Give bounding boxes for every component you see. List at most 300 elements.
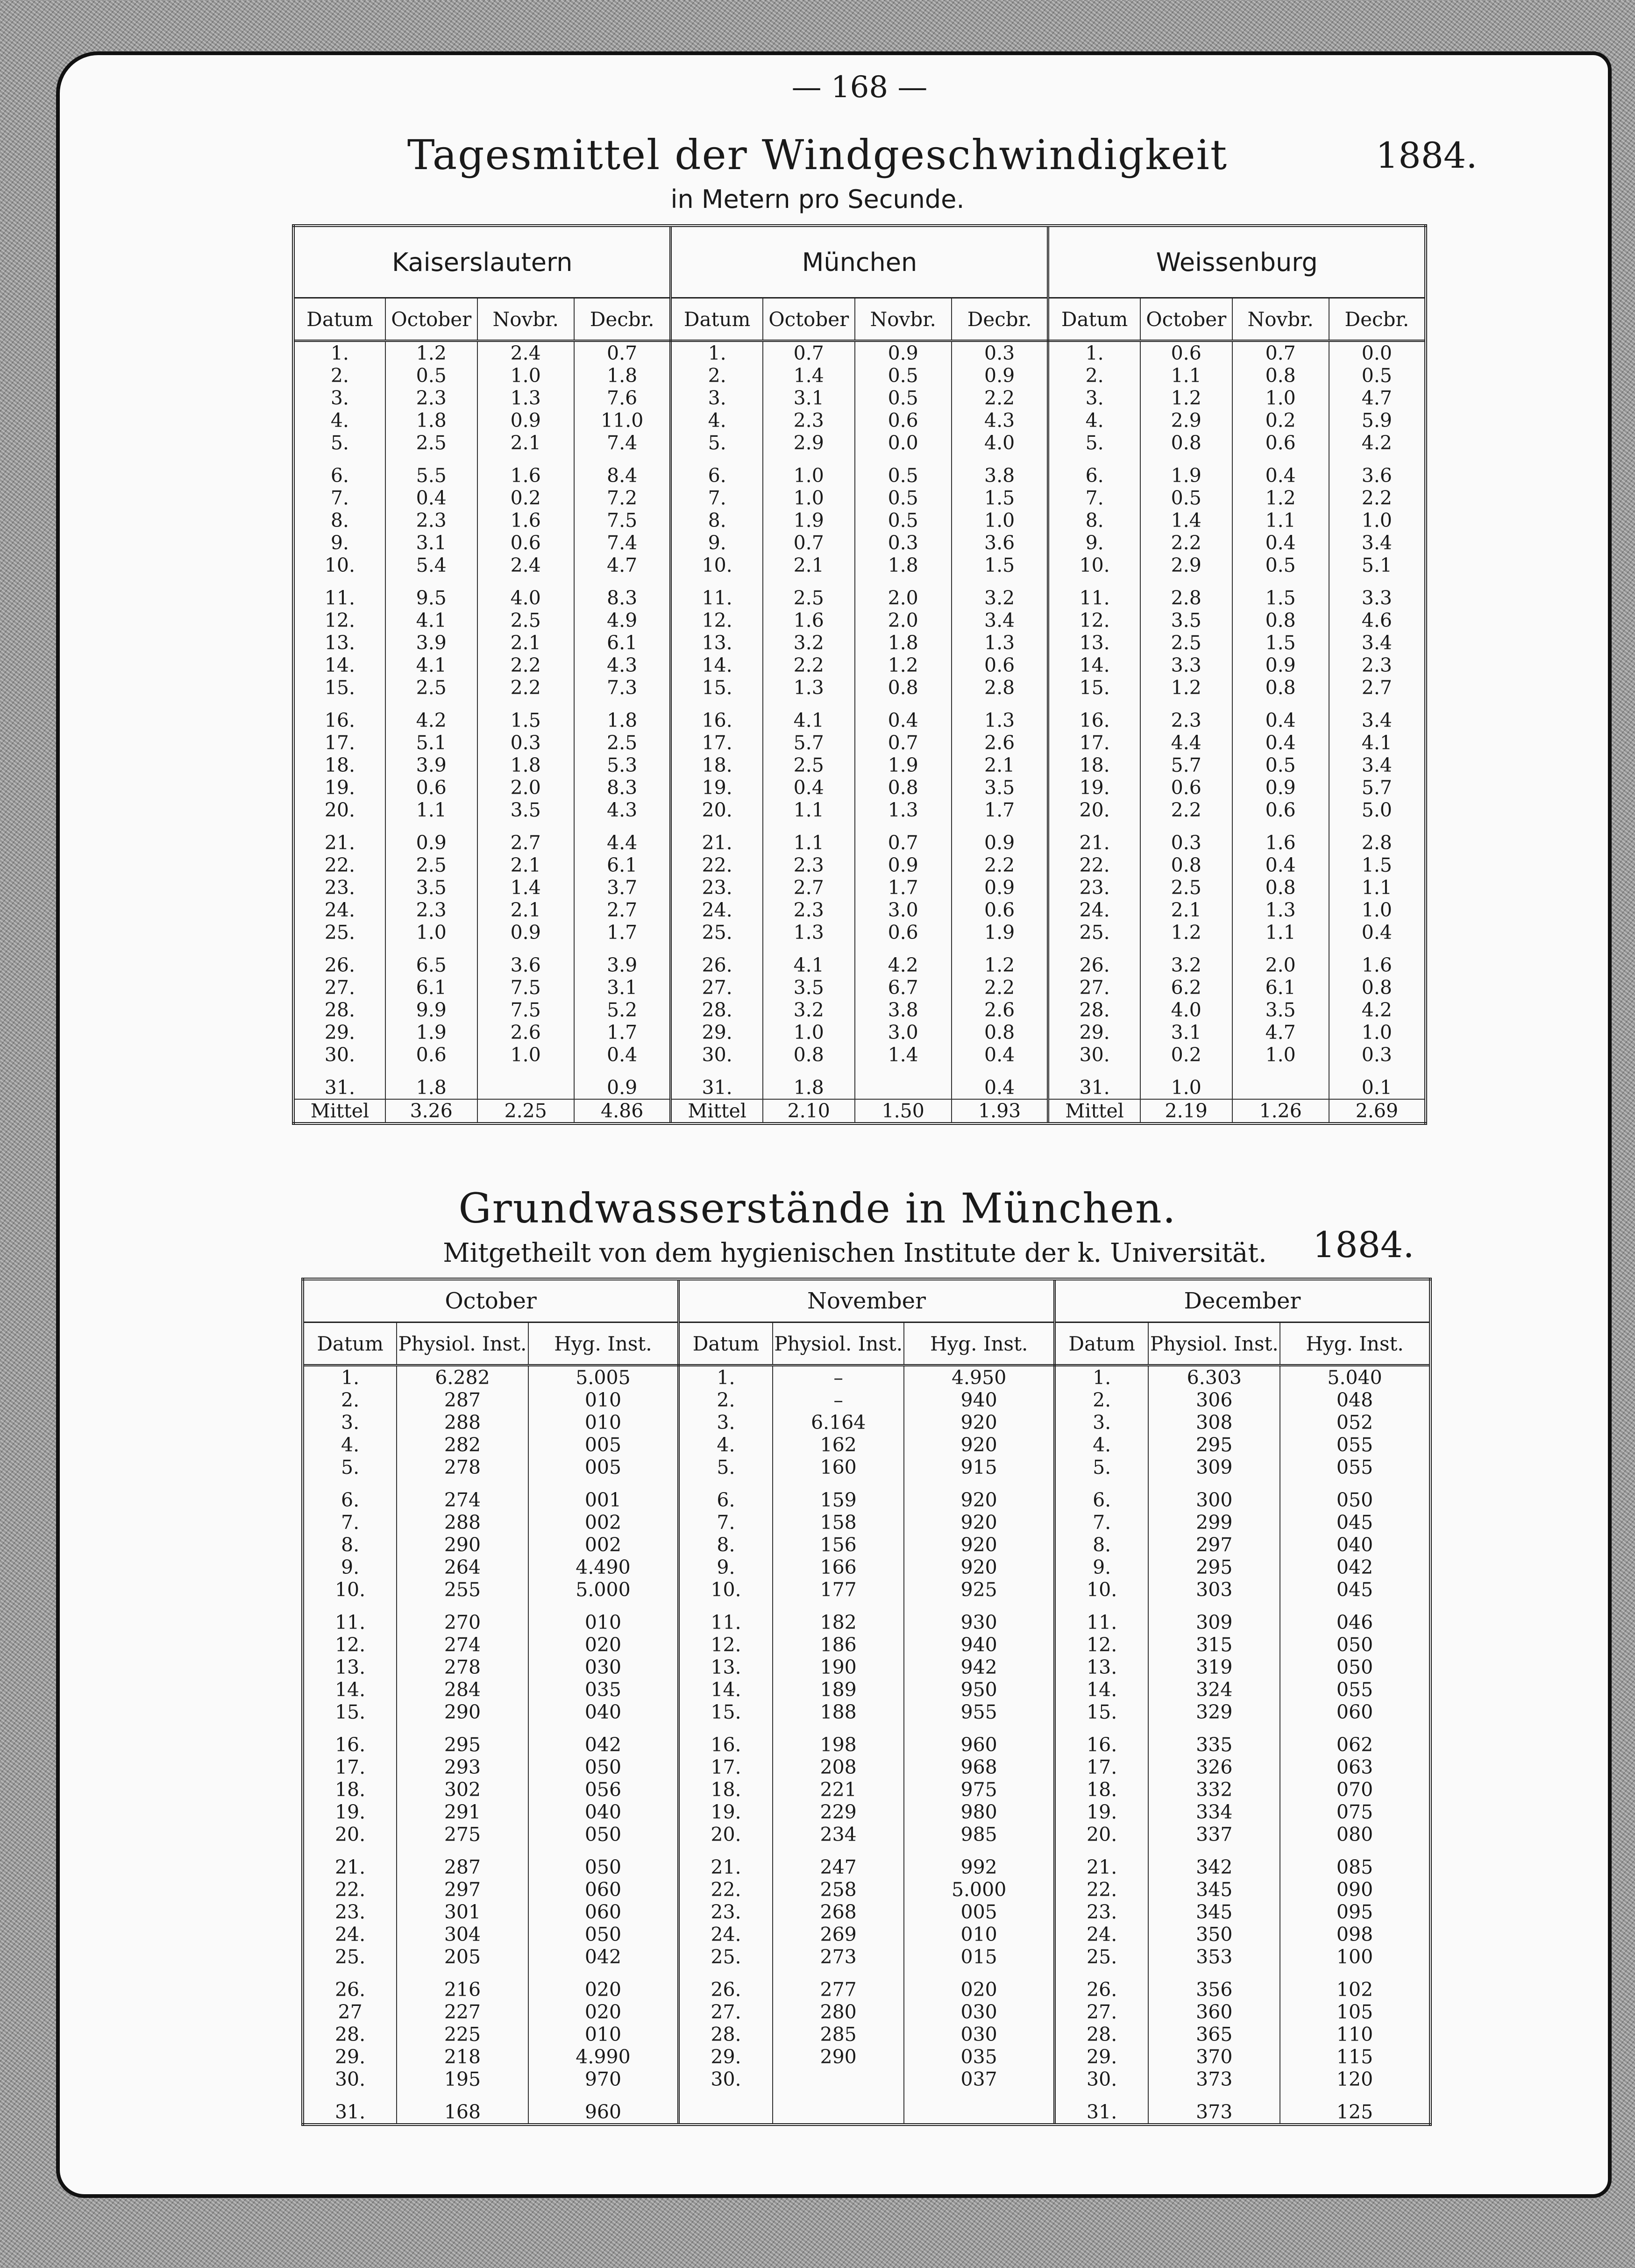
mittel-cell: 4.86 <box>574 1099 671 1123</box>
gap-cell <box>1329 1066 1426 1076</box>
table-cell: 1.0 <box>1329 899 1426 921</box>
table-cell: 6.164 <box>773 1411 904 1434</box>
gap-cell <box>1280 1601 1430 1611</box>
table-row <box>303 1556 1430 1578</box>
table-cell: 0.4 <box>1232 732 1329 754</box>
table-cell: 26. <box>1054 1978 1148 2001</box>
table-cell: 6.5 <box>385 954 477 976</box>
table-cell: 7.4 <box>574 532 671 554</box>
table-cell: 010 <box>528 1611 679 1634</box>
gap-cell <box>1054 1968 1148 1978</box>
table-cell: 18. <box>671 754 763 776</box>
table-cell: 6. <box>293 464 385 487</box>
table-cell: 6.1 <box>574 854 671 876</box>
table-cell: 075 <box>1280 1801 1430 1823</box>
gap-cell <box>574 454 671 464</box>
table-cell: 19. <box>679 1801 773 1823</box>
table-cell: 234 <box>773 1823 904 1846</box>
mittel-cell: 2.69 <box>1329 1099 1426 1123</box>
table-cell: 5. <box>303 1456 397 1479</box>
table-cell: 2.6 <box>952 732 1048 754</box>
table-cell: 0.4 <box>574 1044 671 1066</box>
gap-cell <box>679 1846 773 1856</box>
table-cell: 3.8 <box>855 999 952 1021</box>
table-cell: 275 <box>397 1823 528 1846</box>
gap-cell <box>855 1066 952 1076</box>
table-cell: 14. <box>1048 654 1140 676</box>
gap-cell <box>1329 821 1426 832</box>
table-cell: 24. <box>293 899 385 921</box>
gap-cell <box>1048 576 1140 587</box>
table-row <box>293 799 1426 821</box>
table-cell: 4.0 <box>952 432 1048 454</box>
table-cell: 1.1 <box>1232 509 1329 532</box>
table-cell: 920 <box>904 1534 1054 1556</box>
gap-cell <box>904 1723 1054 1734</box>
gap-cell <box>952 1066 1048 1076</box>
gap-cell <box>477 1066 574 1076</box>
table-cell: 2.1 <box>952 754 1048 776</box>
mittel-cell: 3.26 <box>385 1099 477 1123</box>
table-cell: 13. <box>293 632 385 654</box>
table-cell: 1.0 <box>763 487 855 509</box>
table-cell: 5.0 <box>1329 799 1426 821</box>
table-cell: 4.1 <box>1329 732 1426 754</box>
table-cell: 1.2 <box>855 654 952 676</box>
table-cell: 7. <box>293 487 385 509</box>
table-cell: 975 <box>904 1778 1054 1801</box>
table-cell: 332 <box>1148 1778 1280 1801</box>
table-cell: 295 <box>1148 1434 1280 1456</box>
table-row <box>303 1578 1430 1601</box>
table-row <box>303 2046 1430 2068</box>
table-cell: 1.8 <box>477 754 574 776</box>
table-row <box>293 709 1426 732</box>
table-cell: 8.4 <box>574 464 671 487</box>
table-cell: 3.2 <box>763 632 855 654</box>
table-row <box>293 432 1426 454</box>
table-cell: 0.5 <box>855 464 952 487</box>
gap-cell <box>1232 944 1329 954</box>
table-cell: 4. <box>293 409 385 432</box>
table-cell: 8. <box>1054 1534 1148 1556</box>
table-cell: 4.7 <box>1329 387 1426 409</box>
table-cell: 1.0 <box>763 1021 855 1044</box>
gap-cell <box>1232 821 1329 832</box>
table-cell: 3.9 <box>385 632 477 654</box>
gap-cell <box>1148 1846 1280 1856</box>
table-cell: 955 <box>904 1701 1054 1723</box>
table-cell: 26. <box>679 1978 773 2001</box>
gap-cell <box>528 1479 679 1489</box>
page-number: — 168 — <box>791 70 928 105</box>
table-cell: 098 <box>1280 1923 1430 1946</box>
table-cell: 329 <box>1148 1701 1280 1723</box>
table-cell: 125 <box>1280 2101 1430 2125</box>
gap-cell <box>293 699 385 709</box>
table-cell: 042 <box>528 1734 679 1756</box>
wind-col-header: Novbr. <box>477 298 574 341</box>
table-cell: 6.1 <box>1232 976 1329 999</box>
table-cell: 20. <box>293 799 385 821</box>
gap-cell <box>1232 699 1329 709</box>
table-cell: 4.1 <box>385 654 477 676</box>
table-cell: 055 <box>1280 1678 1430 1701</box>
table-cell: 970 <box>528 2068 679 2090</box>
table-cell: 31. <box>1054 2101 1148 2125</box>
table-cell: 31. <box>671 1076 763 1099</box>
table-cell: 0.5 <box>855 364 952 387</box>
table-cell: 13. <box>303 1656 397 1678</box>
table-cell: 23. <box>1054 1901 1148 1923</box>
table-cell: 005 <box>528 1434 679 1456</box>
table-cell: 4.6 <box>1329 609 1426 632</box>
table-cell: 010 <box>528 2023 679 2046</box>
table-cell: 195 <box>397 2068 528 2090</box>
gap-cell <box>1148 1723 1280 1734</box>
table-row <box>303 1756 1430 1778</box>
table-cell: 3.6 <box>477 954 574 976</box>
table-cell: 5. <box>1048 432 1140 454</box>
table-cell: 1.7 <box>855 876 952 899</box>
table-cell: 291 <box>397 1801 528 1823</box>
table-cell: 1.1 <box>1140 364 1232 387</box>
table-cell: 297 <box>397 1878 528 1901</box>
table-cell: 2.8 <box>952 676 1048 699</box>
table-cell: 2.1 <box>763 554 855 576</box>
station-weissenburg: Weissenburg <box>1048 226 1426 298</box>
table-cell: 370 <box>1148 2046 1280 2068</box>
gap-cell <box>528 1601 679 1611</box>
gap-cell <box>1048 699 1140 709</box>
table-row <box>293 854 1426 876</box>
table-cell: 5. <box>293 432 385 454</box>
table-row <box>293 1076 1426 1099</box>
table-cell: 0.4 <box>855 709 952 732</box>
table-cell: 0.7 <box>1232 341 1329 365</box>
table-cell: 3. <box>679 1411 773 1434</box>
table-cell: 048 <box>1280 1389 1430 1411</box>
table-cell: 2.4 <box>477 341 574 365</box>
gap-cell <box>855 821 952 832</box>
table-cell: 0.5 <box>855 509 952 532</box>
table-cell: 8. <box>1048 509 1140 532</box>
table-cell: 299 <box>1148 1511 1280 1534</box>
table-cell: 23. <box>303 1901 397 1923</box>
table-cell: 16. <box>679 1734 773 1756</box>
table-cell: 942 <box>904 1656 1054 1678</box>
table-cell: 1.8 <box>385 409 477 432</box>
table-cell: 940 <box>904 1389 1054 1411</box>
gap-cell <box>904 1479 1054 1489</box>
gap-cell <box>1329 454 1426 464</box>
table-cell: 345 <box>1148 1878 1280 1901</box>
table-cell: 303 <box>1148 1578 1280 1601</box>
gap-cell <box>679 1479 773 1489</box>
table-cell: 6. <box>671 464 763 487</box>
table-cell: 27. <box>1048 976 1140 999</box>
table-cell: 2.9 <box>763 432 855 454</box>
gap-cell <box>385 699 477 709</box>
table-cell: 24. <box>679 1923 773 1946</box>
table-cell: 2. <box>293 364 385 387</box>
table-cell: 274 <box>397 1489 528 1511</box>
table-cell: 0.8 <box>763 1044 855 1066</box>
table-cell: 20. <box>679 1823 773 1846</box>
table-cell: 0.4 <box>1329 921 1426 944</box>
table-cell: 056 <box>528 1778 679 1801</box>
table-cell: 0.2 <box>477 487 574 509</box>
mittel-cell: 1.50 <box>855 1099 952 1123</box>
table-cell: 050 <box>1280 1489 1430 1511</box>
table-cell: 050 <box>1280 1656 1430 1678</box>
gap-cell <box>303 1846 397 1856</box>
table-row <box>303 1456 1430 1479</box>
table-cell: 1.2 <box>385 341 477 365</box>
table-cell: 3.4 <box>1329 632 1426 654</box>
table-cell: 4.490 <box>528 1556 679 1578</box>
station-kaiserslautern: Kaiserslautern <box>293 226 671 298</box>
table-cell: 1.5 <box>477 709 574 732</box>
table-cell: 1.6 <box>763 609 855 632</box>
table-cell: 0.1 <box>1329 1076 1426 1099</box>
table-cell: 2.1 <box>477 632 574 654</box>
gw-col-header: Datum <box>303 1322 397 1365</box>
table-cell: 3.4 <box>1329 532 1426 554</box>
table-cell: 2.2 <box>952 854 1048 876</box>
gap-cell <box>397 1479 528 1489</box>
gap-cell <box>1232 576 1329 587</box>
table-cell: 0.8 <box>1140 432 1232 454</box>
table-cell: 17. <box>1048 732 1140 754</box>
table-cell: 15. <box>303 1701 397 1723</box>
table-cell: 350 <box>1148 1923 1280 1946</box>
table-cell: 302 <box>397 1778 528 1801</box>
gap-cell <box>293 1066 385 1076</box>
gap-cell <box>855 454 952 464</box>
table-cell: 1.7 <box>574 921 671 944</box>
table-cell: 0.6 <box>385 1044 477 1066</box>
table-row <box>303 1701 1430 1723</box>
row-gap <box>293 576 1426 587</box>
table-cell: 920 <box>904 1434 1054 1456</box>
table-cell: 4.4 <box>1140 732 1232 754</box>
table-cell: 0.9 <box>477 409 574 432</box>
table-cell: 6.303 <box>1148 1365 1280 1389</box>
table-cell: 2.8 <box>1329 832 1426 854</box>
table-cell: 21. <box>1054 1856 1148 1878</box>
table-cell: 15. <box>1054 1701 1148 1723</box>
wind-col-header: October <box>1140 298 1232 341</box>
table-cell: 3. <box>671 387 763 409</box>
table-cell: 293 <box>397 1756 528 1778</box>
table-cell: 277 <box>773 1978 904 2001</box>
table-cell: 1. <box>293 341 385 365</box>
table-row <box>293 832 1426 854</box>
table-cell: 0.8 <box>1232 609 1329 632</box>
gap-cell <box>293 576 385 587</box>
table-cell: 1.9 <box>952 921 1048 944</box>
table-cell: 2.2 <box>1329 487 1426 509</box>
table-cell: 1.0 <box>477 1044 574 1066</box>
table-cell: 270 <box>397 1611 528 1634</box>
table-cell: 4.4 <box>574 832 671 854</box>
table-cell: 14. <box>293 654 385 676</box>
table-cell: 3. <box>293 387 385 409</box>
table-cell: 1.2 <box>952 954 1048 976</box>
table-cell <box>1232 1076 1329 1099</box>
table-cell: 3.1 <box>1140 1021 1232 1044</box>
station-muenchen: München <box>671 226 1048 298</box>
table-cell: 2.2 <box>477 676 574 699</box>
wind-col-header: Novbr. <box>1232 298 1329 341</box>
table-row <box>293 387 1426 409</box>
table-cell: 3.7 <box>574 876 671 899</box>
table-cell: 0.6 <box>855 409 952 432</box>
table-cell: 0.7 <box>763 341 855 365</box>
wind-table-title: Tagesmittel der Windgeschwindigkeit <box>407 131 1228 179</box>
table-cell: 1. <box>1048 341 1140 365</box>
table-cell: 1.8 <box>385 1076 477 1099</box>
table-cell: 30. <box>679 2068 773 2090</box>
table-cell: 26. <box>671 954 763 976</box>
table-cell: 005 <box>904 1901 1054 1923</box>
table-cell: 1.3 <box>1232 899 1329 921</box>
gap-cell <box>1054 1846 1148 1856</box>
table-cell: 24. <box>1054 1923 1148 1946</box>
gap-cell <box>1140 576 1232 587</box>
table-cell: 050 <box>528 1923 679 1946</box>
table-cell: 0.6 <box>1140 341 1232 365</box>
gap-cell <box>477 821 574 832</box>
table-cell: 030 <box>904 2001 1054 2023</box>
table-cell: 915 <box>904 1456 1054 1479</box>
table-cell: 25. <box>1048 921 1140 944</box>
table-cell: 4. <box>671 409 763 432</box>
table-cell: 1.2 <box>1140 676 1232 699</box>
table-cell: 11.0 <box>574 409 671 432</box>
gap-cell <box>1048 454 1140 464</box>
table-cell: 5.040 <box>1280 1365 1430 1389</box>
table-cell: 216 <box>397 1978 528 2001</box>
table-cell: 31. <box>303 2101 397 2125</box>
table-cell: 6.1 <box>385 976 477 999</box>
table-cell: 095 <box>1280 1901 1430 1923</box>
wind-col-header: October <box>763 298 855 341</box>
table-cell: 10. <box>1054 1578 1148 1601</box>
table-cell: 0.9 <box>1232 654 1329 676</box>
table-cell: 7. <box>1054 1511 1148 1534</box>
table-cell: 035 <box>904 2046 1054 2068</box>
table-cell: 0.5 <box>855 487 952 509</box>
table-cell: 9. <box>293 532 385 554</box>
table-cell: 13. <box>1054 1656 1148 1678</box>
gap-cell <box>528 1846 679 1856</box>
table-cell: 3.0 <box>855 899 952 921</box>
table-cell: 7.5 <box>477 999 574 1021</box>
table-cell: 8. <box>671 509 763 532</box>
table-cell: 23. <box>679 1901 773 1923</box>
table-row <box>303 2068 1430 2090</box>
table-cell: 1.4 <box>477 876 574 899</box>
table-cell: 2.9 <box>1140 409 1232 432</box>
table-cell: 25. <box>1054 1946 1148 1968</box>
table-cell: 0.9 <box>952 364 1048 387</box>
table-cell: 3.0 <box>855 1021 952 1044</box>
table-cell: 1.6 <box>477 464 574 487</box>
table-cell: 2.2 <box>952 976 1048 999</box>
row-gap <box>303 2090 1430 2101</box>
table-row <box>293 587 1426 609</box>
table-cell: 5. <box>1054 1456 1148 1479</box>
table-cell: 188 <box>773 1701 904 1723</box>
table-cell: 1.2 <box>1140 921 1232 944</box>
gap-cell <box>1280 2090 1430 2101</box>
table-row <box>293 676 1426 699</box>
table-cell: 1.9 <box>855 754 952 776</box>
gap-cell <box>397 1601 528 1611</box>
gap-cell <box>1232 1066 1329 1076</box>
table-cell: 11. <box>293 587 385 609</box>
table-cell: 968 <box>904 1756 1054 1778</box>
table-cell: 1.9 <box>385 1021 477 1044</box>
table-cell: 29. <box>1048 1021 1140 1044</box>
table-cell: 1. <box>1054 1365 1148 1389</box>
table-cell: 227 <box>397 2001 528 2023</box>
table-cell: 1.2 <box>1140 387 1232 409</box>
table-cell: 2.2 <box>1140 799 1232 821</box>
table-cell: 2.2 <box>477 654 574 676</box>
table-cell: 0.6 <box>1232 432 1329 454</box>
gap-cell <box>1148 1968 1280 1978</box>
table-cell: 1.3 <box>952 709 1048 732</box>
gap-cell <box>904 1968 1054 1978</box>
table-cell: 050 <box>528 1756 679 1778</box>
table-cell: 0.6 <box>385 776 477 799</box>
table-cell: 4.2 <box>855 954 952 976</box>
row-gap <box>303 1968 1430 1978</box>
row-gap <box>293 944 1426 954</box>
table-cell: 1. <box>679 1365 773 1389</box>
table-cell: 2.3 <box>385 387 477 409</box>
gap-cell <box>293 821 385 832</box>
table-cell: 0.8 <box>855 776 952 799</box>
table-row <box>303 1946 1430 1968</box>
table-cell: 4. <box>679 1434 773 1456</box>
table-row <box>303 1778 1430 1801</box>
table-cell: 3.9 <box>385 754 477 776</box>
table-cell: 3. <box>1054 1411 1148 1434</box>
table-cell: 1. <box>671 341 763 365</box>
table-cell: 2.7 <box>477 832 574 854</box>
table-row <box>303 1856 1430 1878</box>
table-cell: 27. <box>671 976 763 999</box>
table-cell: 160 <box>773 1456 904 1479</box>
table-cell: 9. <box>303 1556 397 1578</box>
table-row <box>293 1021 1426 1044</box>
table-cell: 1.3 <box>763 921 855 944</box>
table-cell: 2.5 <box>385 432 477 454</box>
wind-col-header: Datum <box>671 298 763 341</box>
table-cell: 0.7 <box>855 832 952 854</box>
table-cell: 2.2 <box>1140 532 1232 554</box>
table-cell: 1.5 <box>952 554 1048 576</box>
table-row <box>293 632 1426 654</box>
table-cell: 25. <box>303 1946 397 1968</box>
table-cell: 269 <box>773 1923 904 1946</box>
gw-col-header: Physiol. Inst. <box>1148 1322 1280 1365</box>
gap-cell <box>385 944 477 954</box>
